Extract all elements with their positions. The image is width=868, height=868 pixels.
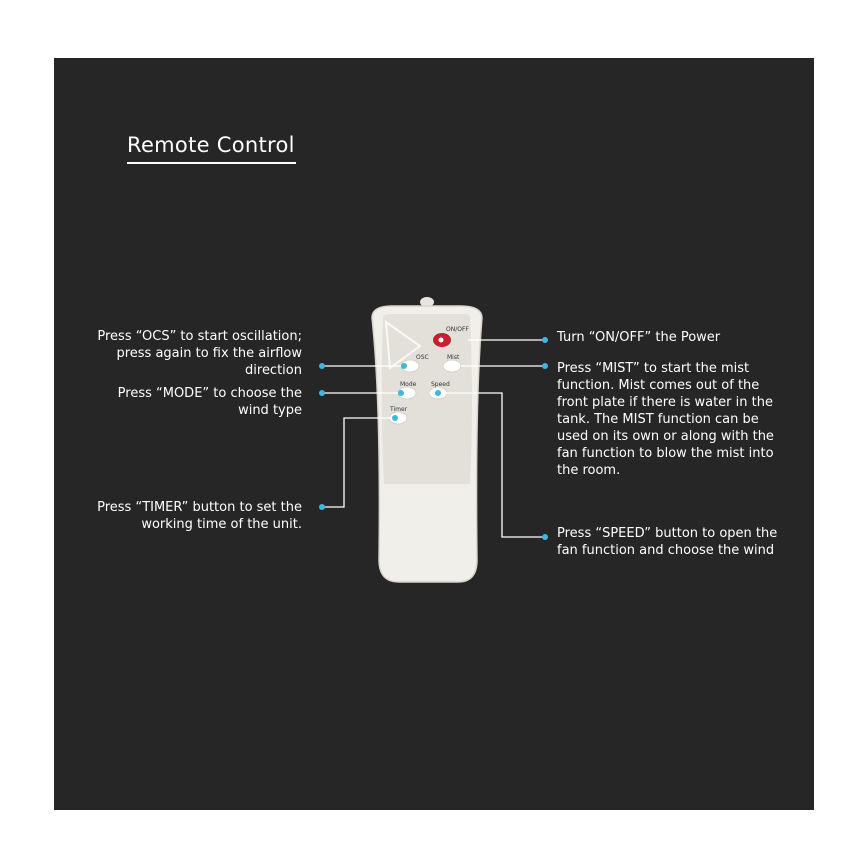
connector-dot-power xyxy=(542,337,548,343)
connector-dot-mist xyxy=(542,363,548,369)
connector-dot-timer xyxy=(319,504,325,510)
connector-dot-osc xyxy=(319,363,325,369)
callout-mist: Press “MIST” to start the mist function. Mist comes out of the front plate if there is water in the tank. The MIST function can be used on its own or along with the fan function to blow the mist into the room. xyxy=(557,361,774,478)
mist-button-label: Mist xyxy=(447,354,460,361)
connector-dot-speed-button xyxy=(435,390,441,396)
power-button-label: ON/OFF xyxy=(446,326,469,333)
connector-dot-speed xyxy=(542,534,548,540)
callout-speed: Press “SPEED” button to open the fan function and choose the wind xyxy=(557,526,778,558)
callout-osc: Press “OCS” to start oscillation; press again to fix the airflow direction xyxy=(97,329,302,378)
mode-button-label: Mode xyxy=(400,381,417,388)
power-icon xyxy=(439,338,444,343)
mist-button[interactable] xyxy=(443,360,461,372)
callout-power: Turn “ON/OFF” the Power xyxy=(557,330,721,345)
connector-dot-osc-button xyxy=(401,363,407,369)
callout-mode: Press “MODE” to choose the wind type xyxy=(117,386,302,418)
osc-button-label: OSC xyxy=(416,354,429,361)
connector-dot-mode xyxy=(319,390,325,396)
connector-dot-timer-button xyxy=(392,415,398,421)
remote-button-panel xyxy=(382,314,472,484)
speed-button-label: Speed xyxy=(431,381,450,388)
timer-button-label: Timer xyxy=(390,406,408,413)
page-title: Remote Control xyxy=(127,133,295,157)
connector-dot-mode-button xyxy=(398,390,404,396)
remote-control xyxy=(372,297,482,582)
callout-timer: Press “TIMER” button to set the working time of the unit. xyxy=(97,500,302,532)
